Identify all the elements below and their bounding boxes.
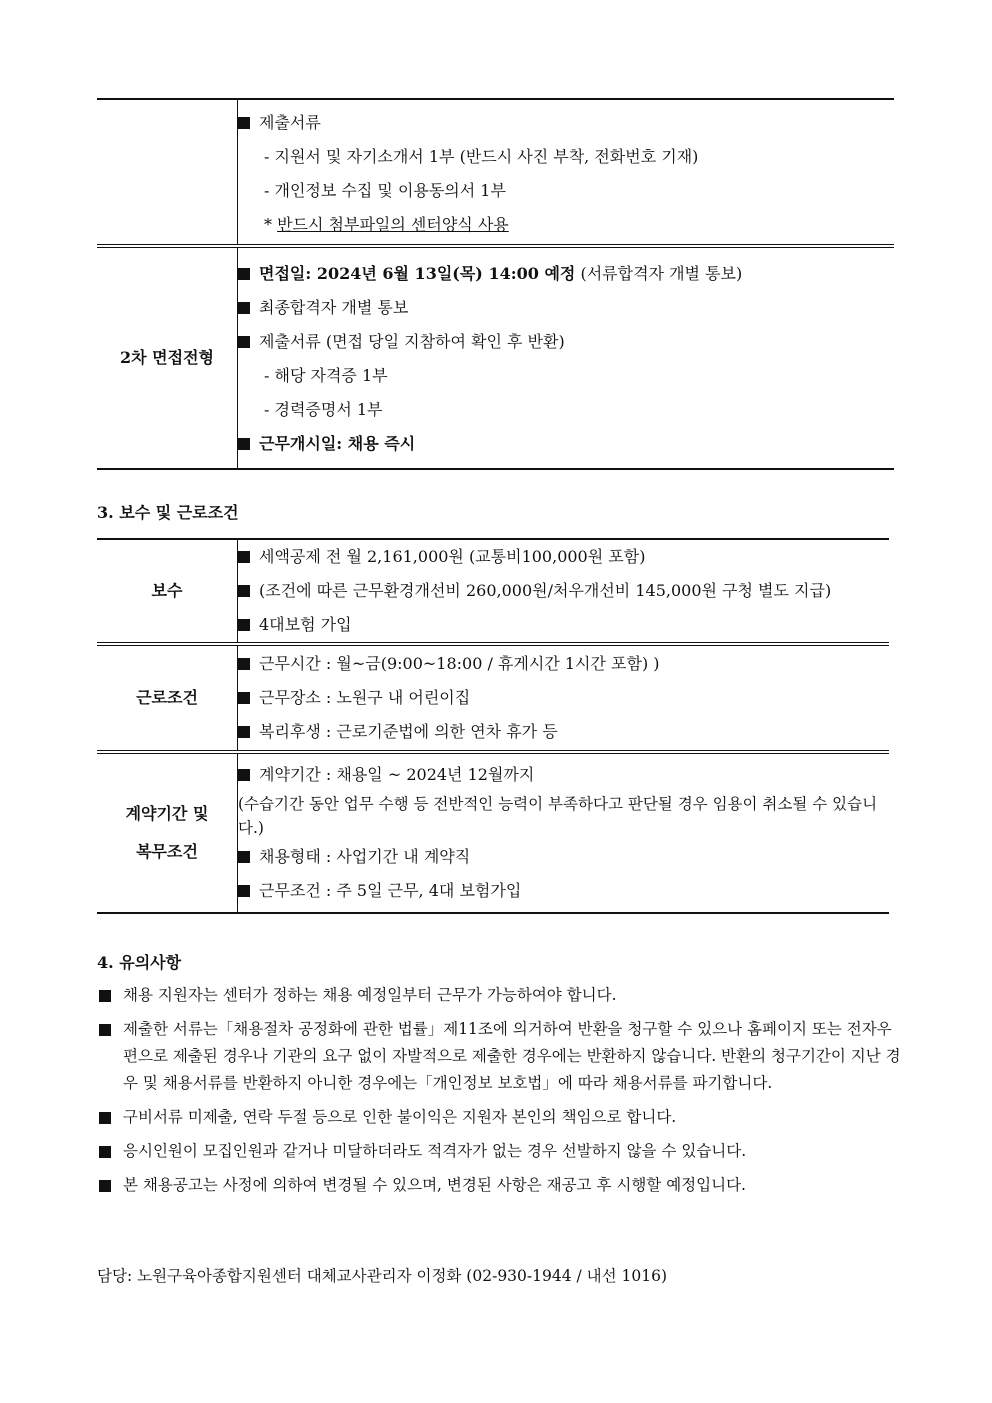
work-condition-item: 근무장소 : 노원구 내 어린이집 xyxy=(238,681,889,715)
note-item: 채용 지원자는 센터가 정하는 채용 예정일부터 근무가 가능하여야 합니다. xyxy=(97,982,902,1009)
table-row-interview xyxy=(97,246,894,469)
row-label-salary: 보수 xyxy=(97,539,238,644)
work-terms: 근무조건 : 주 5일 근무, 4대 보험가입 xyxy=(238,874,889,908)
interview-date: 면접일: 2024년 6월 13일(목) 14:00 예정 (서류합격자 개별 통보) xyxy=(238,257,894,291)
note-item: 제출한 서류는「채용절차 공정화에 관한 법률」제11조에 의거하여 반환을 청구할 수 있으나 홈페이지 또는 전자우편으로 제출된 경우나 기관의 요구 없이 자발적으로 제출한 경우에는 반환하지 않습니다. 반환의 청구기간이 지난 경우 및 채용서류를 반환하지 아니한 경우에는「개인정보 보호법」에 따라 채용서류를 파기합니다. xyxy=(97,1016,902,1097)
square-bullet-icon xyxy=(238,692,250,704)
square-bullet-icon xyxy=(238,438,250,450)
square-bullet-icon xyxy=(238,551,250,563)
notes-list xyxy=(97,982,902,1206)
section-title-notes: 4. 유의사항 xyxy=(97,953,182,972)
table-row-documents xyxy=(97,99,894,246)
contract-period: 계약기간 : 채용일 ~ 2024년 12월까지 xyxy=(238,758,889,792)
square-bullet-icon xyxy=(99,990,111,1002)
row-label-contract: 계약기간 및 복무조건 xyxy=(97,752,238,913)
salary-item: 4대보험 가입 xyxy=(238,608,889,642)
documents-heading: 제출서류 xyxy=(238,106,894,140)
table-row-salary xyxy=(97,539,889,644)
square-bullet-icon xyxy=(99,1112,111,1124)
start-date: 근무개시일: 채용 즉시 xyxy=(238,427,894,461)
final-notice: 최종합격자 개별 통보 xyxy=(238,291,894,325)
square-bullet-icon xyxy=(99,1024,111,1036)
probation-note: (수습기간 동안 업무 수행 등 전반적인 능력이 부족하다고 판단될 경우 임용이 취소될 수 있습니다.) xyxy=(238,795,878,837)
square-bullet-icon xyxy=(238,726,250,738)
work-condition-item: 근무시간 : 월~금(9:00~18:00 / 휴게시간 1시간 포함) ) xyxy=(238,647,889,681)
square-bullet-icon xyxy=(238,585,250,597)
square-bullet-icon xyxy=(238,769,250,781)
section-title-compensation: 3. 보수 및 근로조건 xyxy=(97,503,239,522)
note-item: 구비서류 미제출, 연락 두절 등으로 인한 불이익은 지원자 본인의 책임으로 합니다. xyxy=(97,1104,902,1131)
salary-item: 세액공제 전 월 2,161,000원 (교통비100,000원 포함) xyxy=(238,540,889,574)
square-bullet-icon xyxy=(238,336,250,348)
form-notice: * 반드시 첨부파일의 센터양식 사용 xyxy=(264,215,509,234)
square-bullet-icon xyxy=(238,885,250,897)
underlined-notice: 반드시 첨부파일의 센터양식 사용 xyxy=(277,215,509,234)
interview-docs-heading: 제출서류 (면접 당일 지참하여 확인 후 반환) xyxy=(238,325,894,359)
square-bullet-icon xyxy=(238,619,250,631)
square-bullet-icon xyxy=(238,268,250,280)
contact-info: 담당: 노원구육아종합지원센터 대체교사관리자 이정화 (02-930-1944 / 내선 1016) xyxy=(97,1267,668,1285)
note-item: 응시인원이 모집인원과 같거나 미달하더라도 적격자가 없는 경우 선발하지 않을 수 있습니다. xyxy=(97,1138,902,1165)
table-row-contract xyxy=(97,752,889,913)
row-label-interview: 2차 면접전형 xyxy=(97,246,238,469)
note-item: 본 채용공고는 사정에 의하여 변경될 수 있으며, 변경된 사항은 재공고 후 시행할 예정입니다. xyxy=(97,1172,902,1199)
table-row-work-conditions xyxy=(97,644,889,752)
compensation-table xyxy=(97,538,889,914)
square-bullet-icon xyxy=(99,1146,111,1158)
employment-type: 채용형태 : 사업기간 내 계약직 xyxy=(238,840,889,874)
row-label-work-conditions: 근로조건 xyxy=(97,644,238,752)
square-bullet-icon xyxy=(238,302,250,314)
document-item: - 개인정보 수집 및 이용동의서 1부 xyxy=(264,181,506,200)
square-bullet-icon xyxy=(99,1180,111,1192)
square-bullet-icon xyxy=(238,117,250,129)
document-item: - 지원서 및 자기소개서 1부 (반드시 사진 부착, 전화번호 기재) xyxy=(264,147,699,166)
square-bullet-icon xyxy=(238,851,250,863)
interview-doc-item: - 해당 자격증 1부 xyxy=(264,366,388,385)
interview-doc-item: - 경력증명서 1부 xyxy=(264,400,383,419)
row-label-empty xyxy=(97,99,238,246)
salary-item: (조건에 따른 근무환경개선비 260,000원/처우개선비 145,000원 구청 별도 지급) xyxy=(238,574,889,608)
application-process-table xyxy=(97,98,894,470)
work-condition-item: 복리후생 : 근로기준법에 의한 연차 휴가 등 xyxy=(238,715,889,749)
square-bullet-icon xyxy=(238,658,250,670)
